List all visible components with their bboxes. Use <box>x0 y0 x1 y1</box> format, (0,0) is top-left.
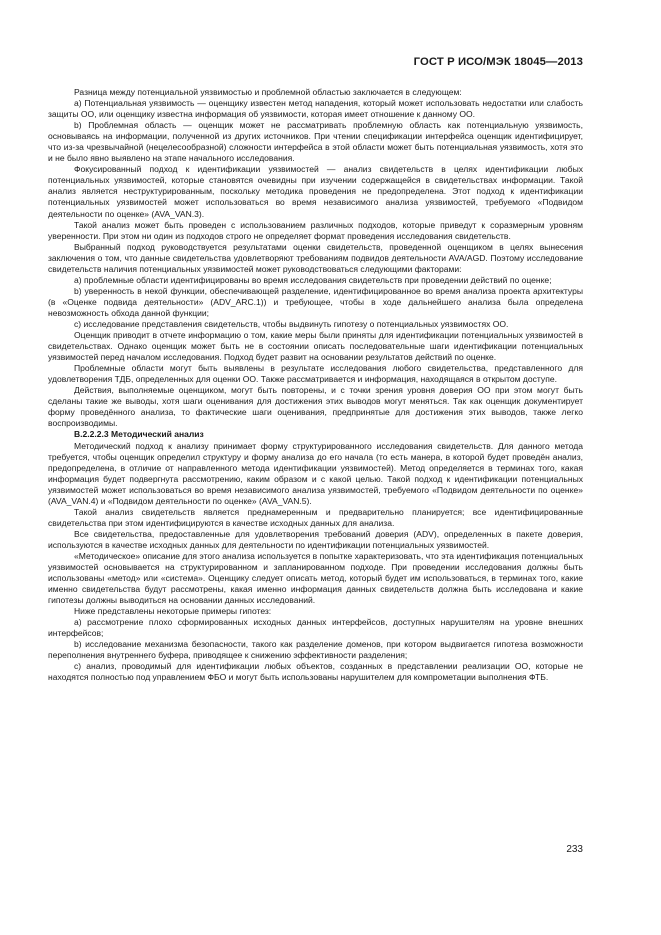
paragraph: Ниже представлены некоторые примеры гипотез: <box>74 606 272 617</box>
paragraph: «Методическое» описание для этого анализа используется в попытке характеризовать, что эта идентификация потенциальных уязвимостей основывается на структурированном и запланированном подходе. При проведении исследования должны быть использованы «метод» или «система». Оценщику следует описать метод, который будет им использоваться, в терминах того, какие именно свидетельства будут рассмотрены, какая именно информация данных свидетельств должна быть исследована и какие гипотезы должны выводиться на основании данных исследований. <box>48 550 583 606</box>
paragraph: Такой анализ свидетельств является преднамеренным и предварительно планируется; все идентифицированные свидетельства при этом идентифицируются в качестве исходных данных для анализа. <box>48 506 583 528</box>
standard-header: ГОСТ Р ИСО/МЭК 18045—2013 <box>413 56 583 68</box>
paragraph: Фокусированный подход к идентификации уязвимостей — анализ свидетельств в целях идентификации любых потенциальных уязвимостей, которые становятся очевидны при изучении содержащейся в свидетельствах информации. Такой анализ является неструктурированным, поскольку методика проведения не предопределена. Этот подход к идентификации потенциальных уязвимостей может использоваться во время независимого анализа уязвимостей, требуемого «Подвидом деятельности по оценке» (AVA_VAN.3). <box>48 164 583 219</box>
paragraph: Оценщик приводит в отчете информацию о том, какие меры были приняты для идентификации потенциальных уязвимостей в свидетельствах. Однако оценщик может быть не в состоянии описать последовательные шаги идентификации потенциальных уязвимостей перед началом исследования. Подход будет развит на основании результатов действий по оценке. <box>48 330 583 363</box>
paragraph: Все свидетельства, предоставленные для удовлетворения требований доверия (ADV), определенных в пакете доверия, используются в качестве исходных данных для деятельности по идентификации потенциальных уязвимостей. <box>48 528 583 550</box>
paragraph: а) Потенциальная уязвимость — оценщику известен метод нападения, который может использовать недостатки или слабость защиты ОО, или оценщику известна информация об уязвимости, которая имеет отношение к данному ОО. <box>48 98 583 120</box>
paragraph: Методический подход к анализу принимает форму структурированного исследования свидетельств. Для данного метода требуется, чтобы оценщик определил структуру и форму анализа до его начала (то есть манера, в которой будет проведён анализ, предопределена, в отличие от направленного метода идентификации уязвимостей). Метод определяется в терминах того, какая информация будет подвергнута рассмотрению, каким образом и с какой целью. Такой подход к идентификации потенциальных уязвимостей может использоваться во время независимого анализа уязвимостей, требуемого «Подвидом деятельности по оценке» (AVA_VAN.4) и «Подвидом деятельности по оценке» (AVA_VAN.5). <box>48 440 583 506</box>
paragraph: b) уверенность в некой функции, обеспечивающей разделение, идентифицированное во время анализа проекта архитектуры (в «Оценке подвида деятельности» (ADV_ARC.1)) и требующее, чтобы в ходе дальнейшего анализа была определена невозможность обхода данной функции; <box>48 285 583 318</box>
page-number: 233 <box>566 844 583 855</box>
paragraph: с) анализ, проводимый для идентификации любых объектов, созданных в представлении реализации ОО, которые не находятся полностью под управлением ФБО и могут быть использованы нарушителем для компрометации выполнения ФТБ. <box>48 661 583 683</box>
paragraph: Выбранный подход руководствуется результатами оценки свидетельств, проведенной оценщиком в целях вынесения заключения о том, что данные свидетельства удовлетворяют требованиям подвидов деятельности AVA/AGD. Поэтому исследование свидетельств наличия потенциальных уязвимостей может руководствоваться следующими факторами: <box>48 241 583 274</box>
paragraph: Проблемные области могут быть выявлены в результате исследования любого свидетельства, представленного для удовлетворения ТДБ, определенных для оценки ОО. Также рассматривается и информация, находящаяся в открытом доступе. <box>48 363 583 385</box>
paragraph: Такой анализ может быть проведен с использованием различных подходов, которые приведут к соразмерным уровням уверенности. При этом ни один из подходов строго не определяет формат проведения исследования свидетельств. <box>48 219 583 241</box>
paragraph: а) рассмотрение плохо сформированных исходных данных интерфейсов, доступных нарушителям на уровне внешних интерфейсов; <box>48 617 583 639</box>
document-body <box>48 87 583 684</box>
paragraph: b) Проблемная область — оценщик может не рассматривать проблемную область как потенциальную уязвимость, основываясь на информации, полученной из других источников. При чтении спецификации интерфейса оценщик идентифицирует, что из-за чрезвычайной (нецелесообразной) сложности интерфейса в этой области может быть потенциальная уязвимость, хотя это и не было явно выявлено на этапе начального исследования. <box>48 120 583 164</box>
paragraph: а) проблемные области идентифицированы во время исследования свидетельств при проведении действий по оценке; <box>74 274 552 285</box>
section-heading: В.2.2.2.3 Методический анализ <box>74 429 204 440</box>
paragraph: Действия, выполняемые оценщиком, могут быть повторены, и с точки зрения уровня доверия ОО при этом могут быть сделаны такие же выводы, хотя шаги оценивания для достижения этих выводов могут меняться. Так как оценщик документирует форму проведённого анализа, то фактические шаги оценивания, предпринятые для достижения этих выводов, также легко воспроизводимы. <box>48 385 583 429</box>
paragraph: с) исследование представления свидетельств, чтобы выдвинуть гипотезу о потенциальных уязвимостях ОО. <box>74 318 509 329</box>
paragraph: Разница между потенциальной уязвимостью и проблемной областью заключается в следующем: <box>74 87 462 97</box>
paragraph: b) исследование механизма безопасности, такого как разделение доменов, при котором выдвигается гипотеза возможности переполнения внутреннего буфера, приводящее к снижению эффективности разделения; <box>48 639 583 661</box>
